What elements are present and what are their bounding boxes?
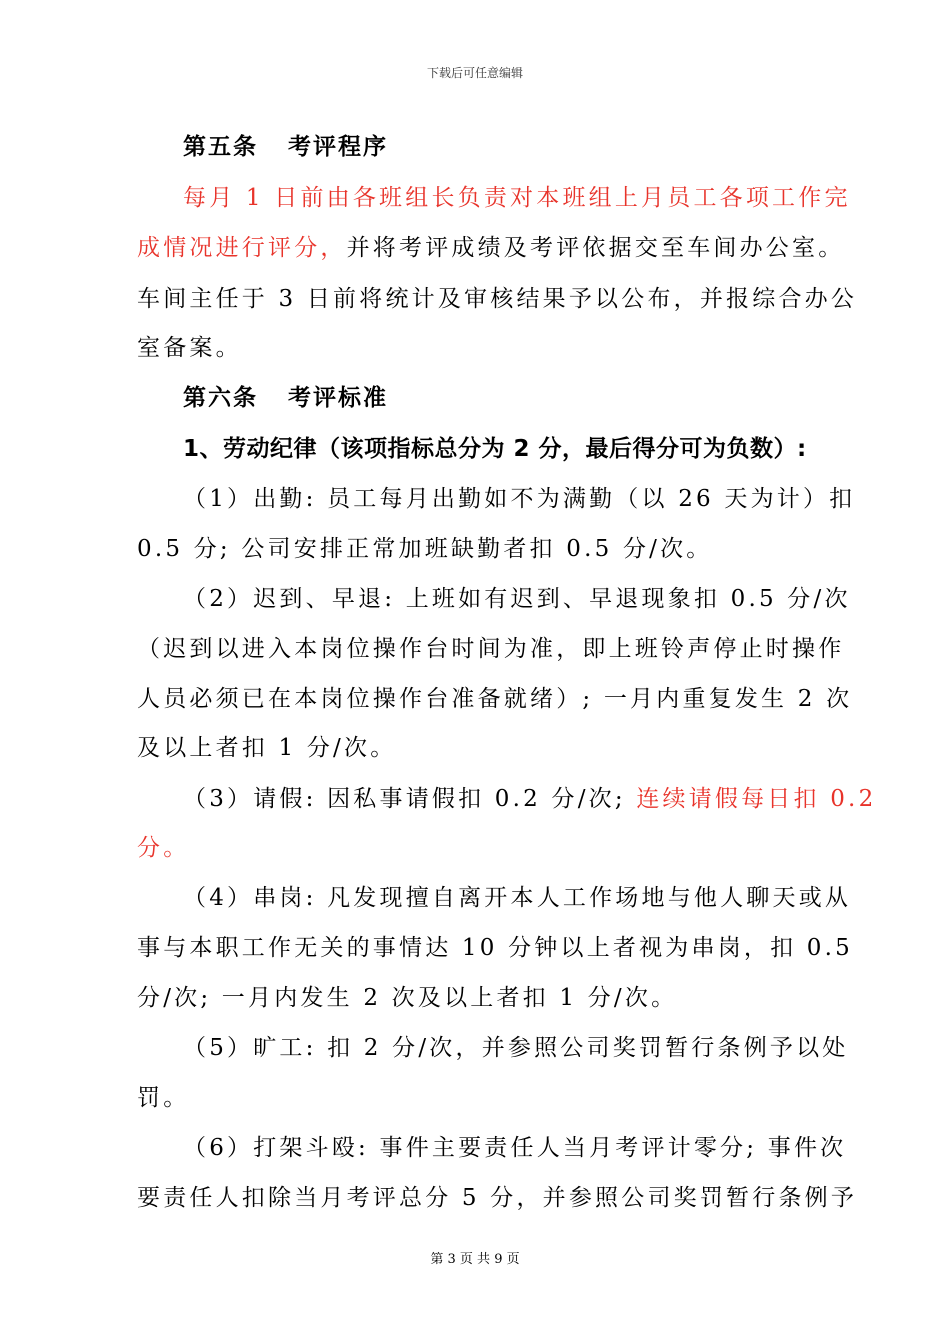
article5-heading: [183, 132, 883, 162]
article5-para-line2-rest: 并将考评成绩及考评依据交至车间办公室。: [346, 235, 845, 261]
p3-line1: [183, 784, 883, 814]
p4-line1: （4）串岗: 凡发现擅自离开本人工作场地与他人聊天或从: [183, 885, 852, 911]
article5-para-line2: [137, 233, 845, 263]
p1-line1: （1）出勤: 员工每月出勤如不为满勤（以 26 天为计）扣: [183, 486, 856, 512]
article5-para-line2-highlight: 成情况进行评分，: [137, 235, 347, 261]
p2-line2: （迟到以进入本岗位操作台时间为准，即上班铃声停止时操作: [137, 636, 845, 662]
p2-line4: 及以上者扣 1 分/次。: [137, 735, 397, 761]
page-footer: 第 3 页 共 9 页: [430, 1252, 520, 1267]
p6-line1: （6）打架斗殴: 事件主要责任人当月考评计零分; 事件次: [183, 1135, 847, 1161]
article6-title: 考评标准: [288, 385, 388, 411]
article5-para-line4: 室备案。: [137, 335, 242, 361]
p5-line2: 罚。: [137, 1085, 190, 1111]
p1-line2: 0.5 分; 公司安排正常加班缺勤者扣 0.5 分/次。: [137, 536, 713, 562]
p4-line3: 分/次; 一月内发生 2 次及以上者扣 1 分/次。: [137, 985, 678, 1011]
article5-para-line1: 每月 1 日前由各班组长负责对本班组上月员工各项工作完: [183, 185, 851, 211]
p3-line1-text: （3）请假: 因私事请假扣 0.2 分/次;: [183, 786, 626, 812]
article5-para-line3: 车间主任于 3 日前将统计及审核结果予以公布，并报综合办公: [137, 286, 858, 312]
p4-line2: 事与本职工作无关的事情达 10 分钟以上者视为串岗，扣 0.5: [137, 935, 853, 961]
article6-number: 第六条: [183, 385, 258, 411]
p2-line3: 人员必须已在本岗位操作台准备就绪）; 一月内重复发生 2 次: [137, 686, 853, 712]
article6-heading: [183, 383, 883, 413]
article5-number: 第五条: [183, 134, 258, 160]
p3-line2: 分。: [137, 835, 190, 861]
p3-line1-highlight: 连续请假每日扣 0.2: [636, 786, 877, 812]
header-note: 下载后可任意编辑: [426, 66, 523, 80]
item1-heading: 1、劳动纪律（该项指标总分为 2 分，最后得分可为负数）:: [183, 436, 807, 462]
p6-line2: 要责任人扣除当月考评总分 5 分，并参照公司奖罚暂行条例予: [137, 1185, 858, 1211]
p2-line1: （2）迟到、早退: 上班如有迟到、早退现象扣 0.5 分/次: [183, 586, 851, 612]
article5-title: 考评程序: [288, 134, 388, 160]
p5-line1: （5）旷工: 扣 2 分/次，并参照公司奖罚暂行条例予以处: [183, 1035, 849, 1061]
